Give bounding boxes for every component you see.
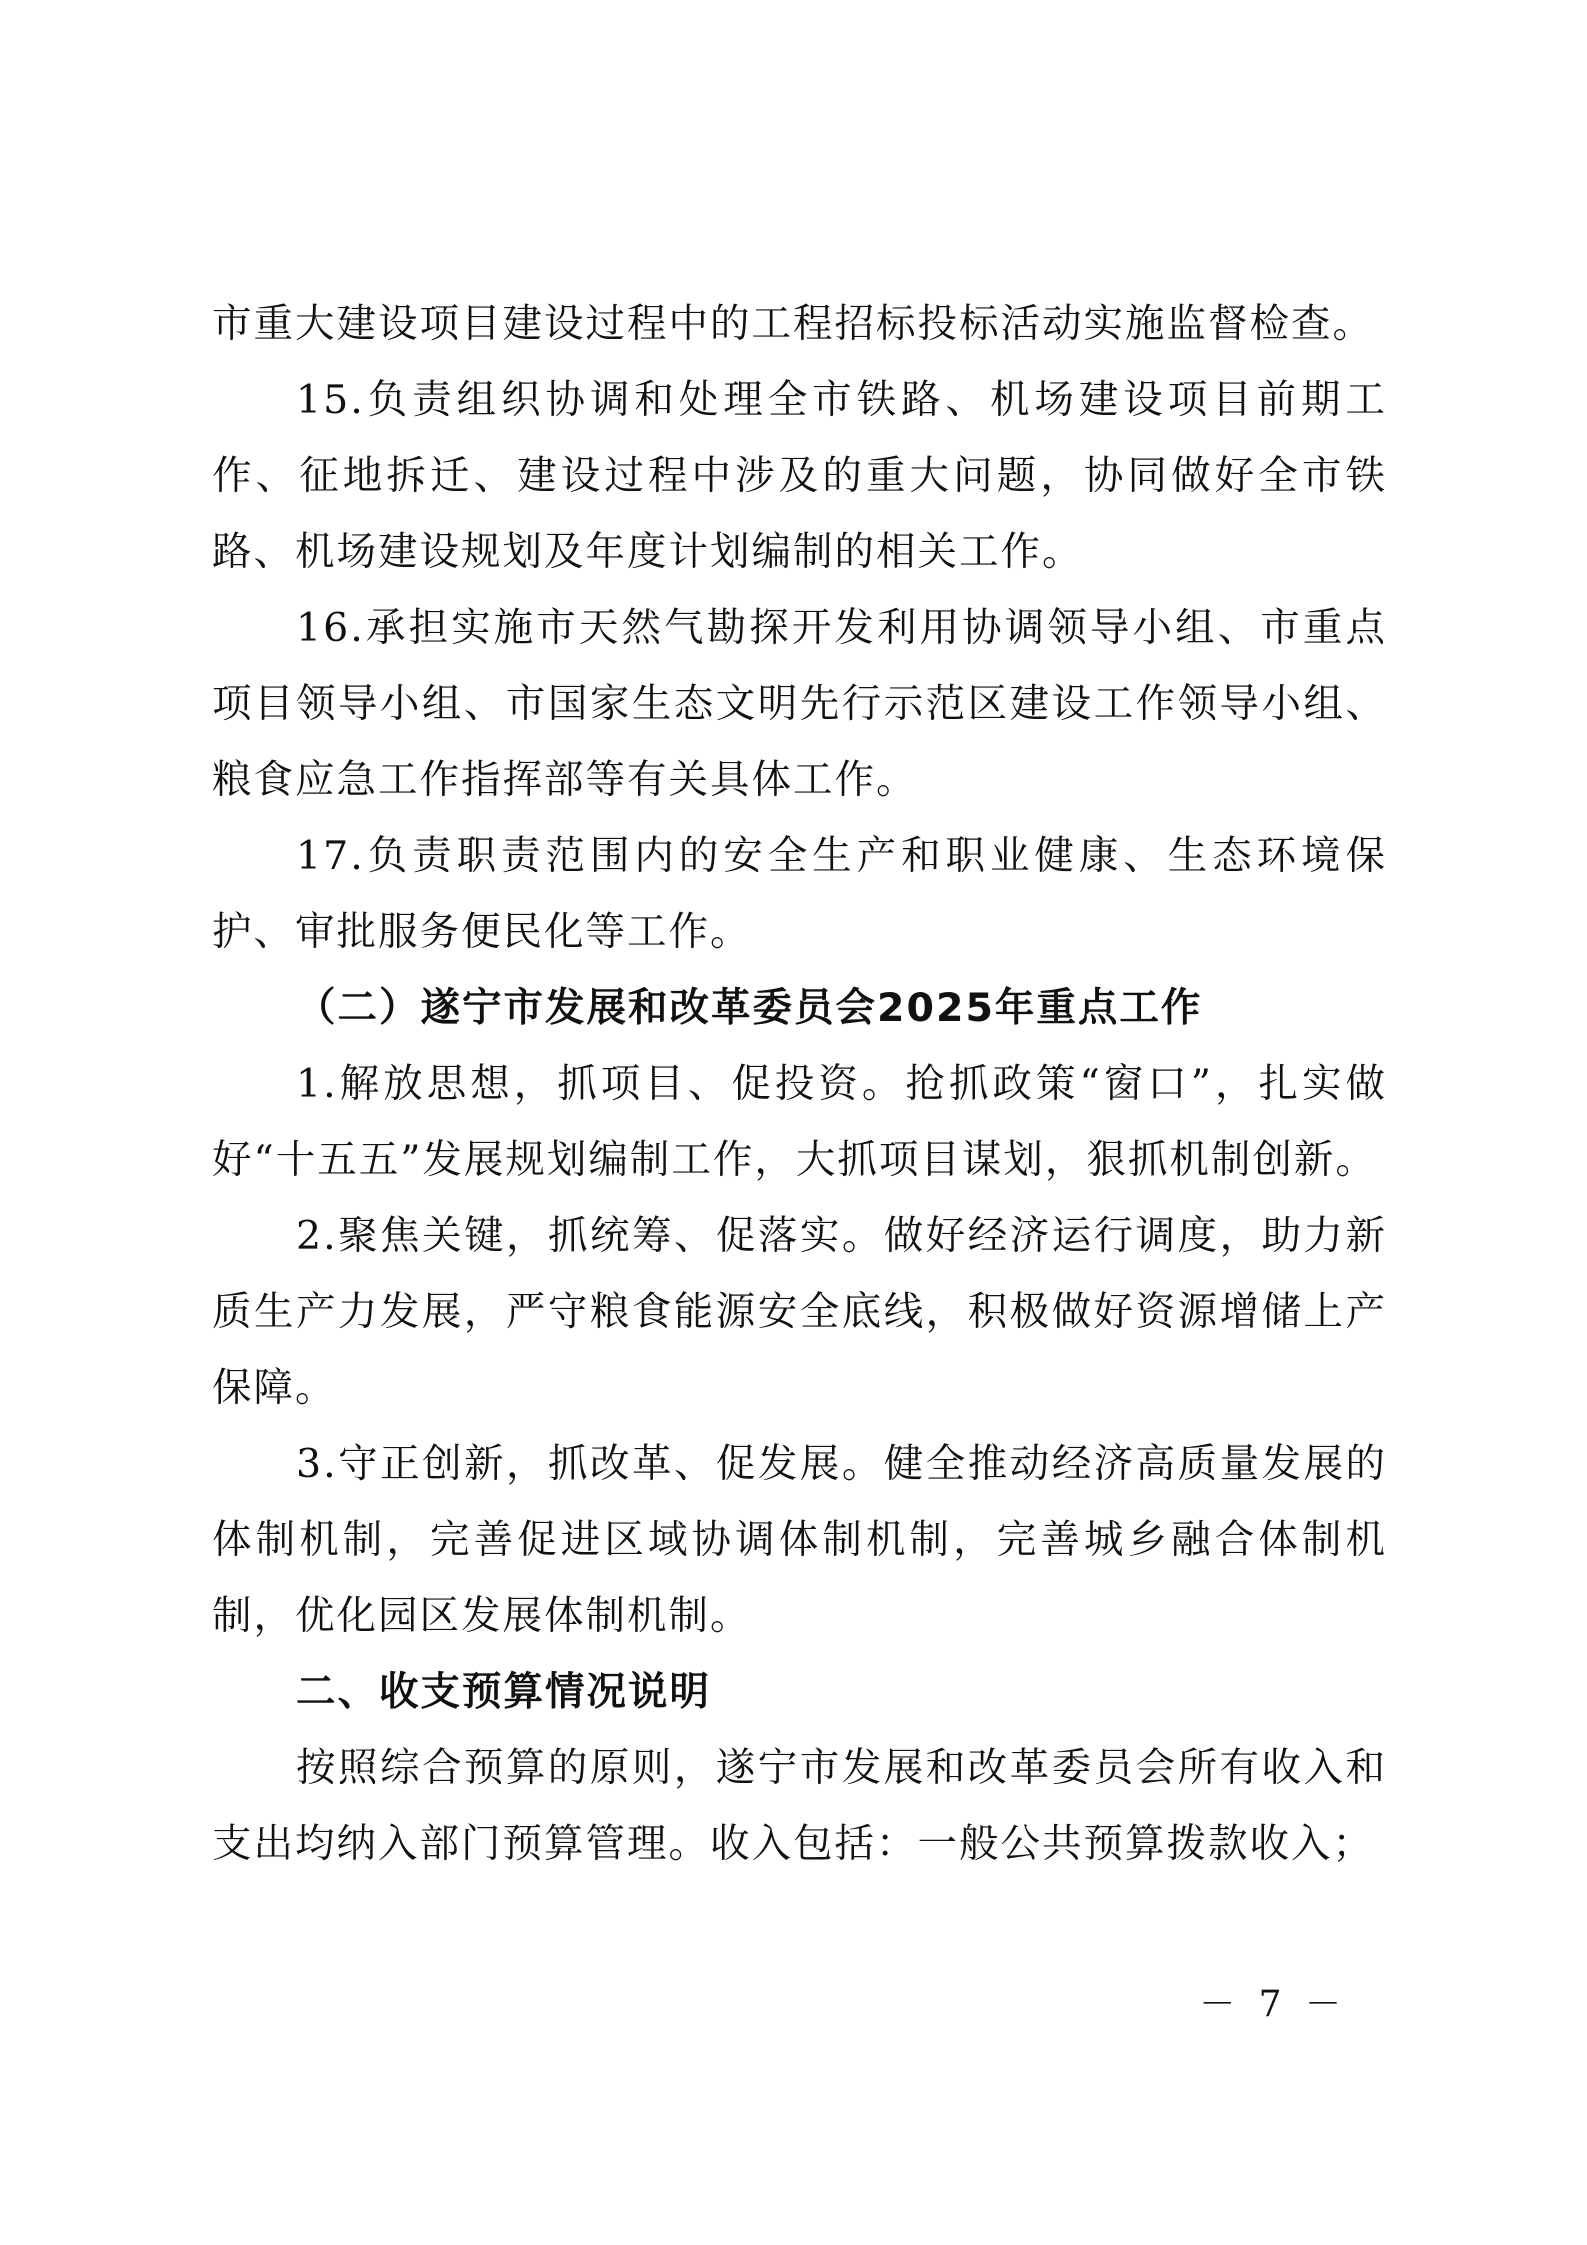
paragraph-budget-intro: 按照综合预算的原则，遂宁市发展和改革委员会所有收入和支出均纳入部门预算管理。收入包括：一般公共预算拨款收入； [212,1745,1387,1867]
paragraph-key-work-3: 3.守正创新，抓改革、促发展。健全推动经济高质量发展的体制机制，完善促进区域协调体制机制，完善城乡融合体制机制，优化园区发展体制机制。 [212,1441,1387,1639]
paragraph-item-15: 15.负责组织协调和处理全市铁路、机场建设项目前期工作、征地拆迁、建设过程中涉及的重大问题，协同做好全市铁路、机场建设规划及年度计划编制的相关工作。 [212,377,1387,575]
section-heading-key-work-2025: （二）遂宁市发展和改革委员会2025年重点工作 [296,985,1203,1031]
paragraph-key-work-2: 2.聚焦关键，抓统筹、促落实。做好经济运行调度，助力新质生产力发展，严守粮食能源安全底线，积极做好资源增储上产保障。 [212,1213,1387,1411]
paragraph-14-continuation: 市重大建设项目建设过程中的工程招标投标活动实施监督检查。 [212,301,1374,347]
paragraph-key-work-1: 1.解放思想，抓项目、促投资。抢抓政策“窗口”，扎实做好“十五五”发展规划编制工作，大抓项目谋划，狠抓机制创新。 [212,1061,1387,1183]
section-heading-budget-explanation: 二、收支预算情况说明 [296,1669,711,1715]
paragraph-item-16: 16.承担实施市天然气勘探开发利用协调领导小组、市重点项目领导小组、市国家生态文明先行示范区建设工作领导小组、粮食应急工作指挥部等有关具体工作。 [212,605,1387,803]
page-number: － 7 － [1199,1984,1347,2025]
paragraph-item-17: 17.负责职责范围内的安全生产和职业健康、生态环境保护、审批服务便民化等工作。 [212,833,1387,955]
